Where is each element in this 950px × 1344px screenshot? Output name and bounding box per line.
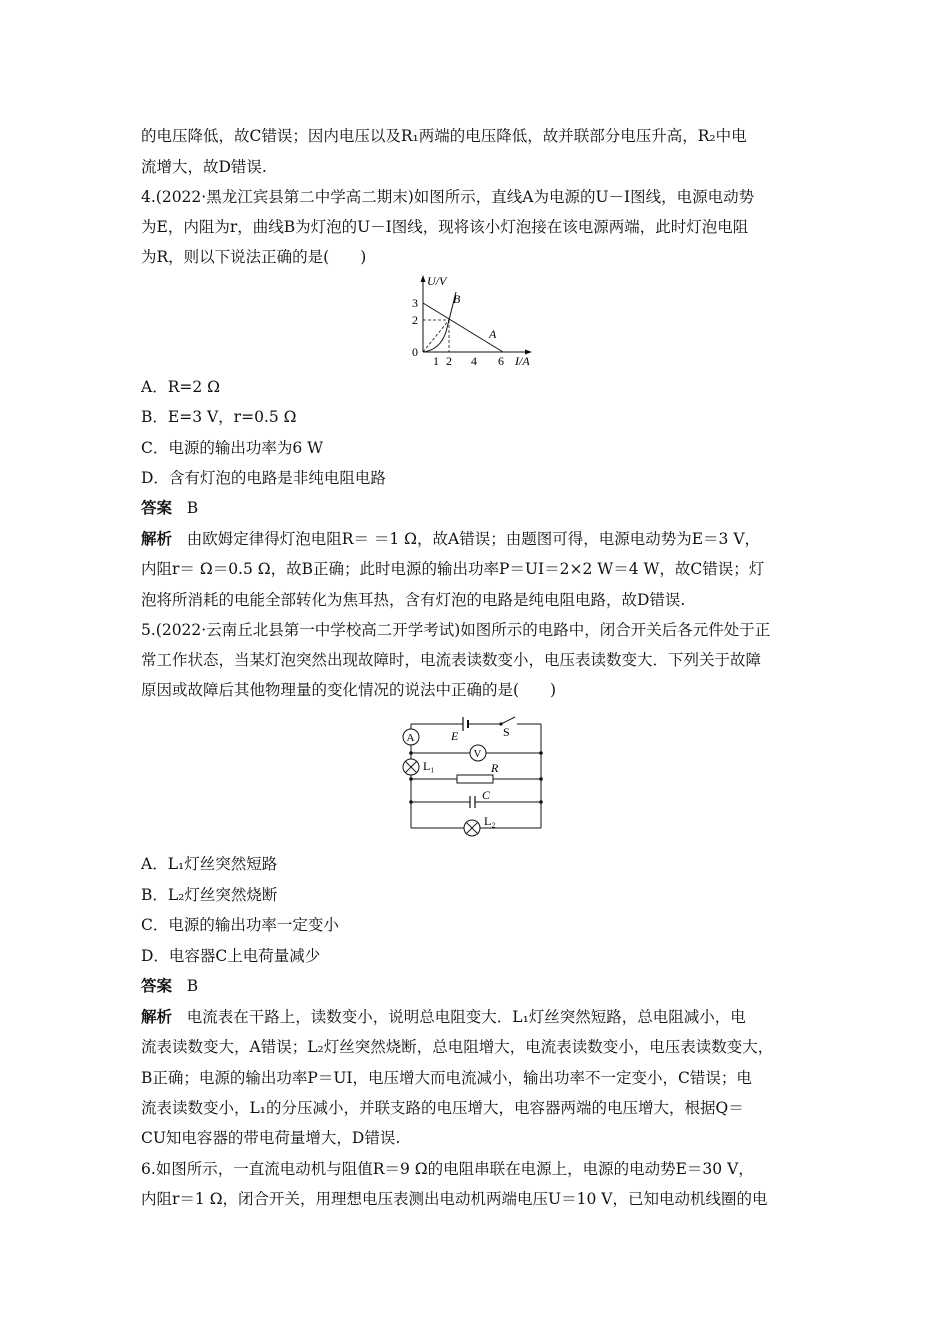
q6-stem-line-1: 6.如图所示，一直流电动机与阻值R＝9 Ω的电阻串联在电源上，电源的电动势E＝30 V， xyxy=(141,1160,754,1178)
switch-label: S xyxy=(503,725,510,739)
q4-answer xyxy=(141,498,198,518)
switch-blade xyxy=(501,717,515,724)
q5-analysis-line-4: 流表读数变小，L₁的分压减小，并联支路的电压增大，电容器两端的电压增大，根据Q＝ xyxy=(141,1099,744,1117)
analysis-label: 解析 xyxy=(141,529,173,548)
x-axis-label: I/A xyxy=(515,354,530,368)
q5-stem-line-3: 原因或故障后其他物理量的变化情况的说法中正确的是( ) xyxy=(141,681,557,699)
junction xyxy=(409,777,413,781)
x-tick-4: 4 xyxy=(471,354,477,368)
q5-analysis-line-2: 流表读数变大，A错误；L₂灯丝突然烧断，总电阻增大，电流表读数变小，电压表读数变大， xyxy=(141,1038,774,1056)
q5-circuit-diagram xyxy=(395,712,555,840)
q5-stem-line-2: 常工作状态，当某灯泡突然出现故障时，电流表读数变小，电压表读数变大．下列关于故障 xyxy=(141,651,762,669)
q5-analysis-line-5: CU知电容器的带电荷量增大，D错误. xyxy=(141,1129,401,1147)
junction xyxy=(539,800,543,804)
y-tick-2: 2 xyxy=(412,313,418,327)
q4-stem-line-1: 4.(2022·黑龙江宾县第二中学高二期末)如图所示，直线A为电源的U－I图线，电源电动势 xyxy=(141,188,755,206)
ammeter-label: A xyxy=(406,732,415,744)
resistor xyxy=(457,775,493,783)
y-axis-arrow xyxy=(421,275,426,282)
q5-stem-line-1: 5.(2022·云南丘北县第一中学校高二开学考试)如图所示的电路中，闭合开关后各元件处于正 xyxy=(141,621,771,639)
analysis-text: 由欧姆定律得灯泡电阻R＝ ＝1 Ω，故A错误；由题图可得，电源电动势为E＝3 V， xyxy=(186,530,761,548)
answer-value: B xyxy=(186,499,199,517)
prev-analysis-line-2: 流增大，故D错误. xyxy=(141,158,267,176)
q5-answer xyxy=(141,976,198,996)
q4-analysis-line-2: 内阻r＝ Ω＝0.5 Ω，故B正确；此时电源的输出功率P＝UI＝2×2 W＝4 W，故C错误；灯 xyxy=(141,560,765,578)
q4-stem-line-3: 为R，则以下说法正确的是( ) xyxy=(141,248,367,266)
y-tick-3: 3 xyxy=(412,296,418,310)
x-tick-1: 1 xyxy=(433,354,439,368)
q4-analysis-line-1 xyxy=(141,529,760,549)
q5-option-a: A．L₁灯丝突然短路 xyxy=(141,855,278,873)
analysis-text: 电流表在干路上，读数变小，说明总电阻变大．L₁灯丝突然短路，总电阻减小，电 xyxy=(186,1008,746,1026)
q4-ui-graph xyxy=(405,272,555,372)
q5-option-d: D．电容器C上电荷量减少 xyxy=(141,947,321,965)
answer-label: 答案 xyxy=(141,976,173,995)
junction xyxy=(539,777,543,781)
q5-option-b: B．L₂灯丝突然烧断 xyxy=(141,886,278,904)
q5-option-c: C．电源的输出功率一定变小 xyxy=(141,916,339,934)
junction xyxy=(409,751,413,755)
y-axis-label: U/V xyxy=(427,274,447,288)
label-b: B xyxy=(453,292,461,306)
origin-label: 0 xyxy=(412,345,418,359)
lamp-l1-label: L₁ xyxy=(423,759,435,773)
curve-b xyxy=(423,292,456,352)
q4-option-b: B．E=3 V，r=0.5 Ω xyxy=(141,408,297,426)
q4-stem-line-2: 为E，内阻为r，曲线B为灯泡的U－I图线，现将该小灯泡接在该电源两端，此时灯泡电阻 xyxy=(141,218,749,236)
q4-analysis-line-3: 泡将所消耗的电能全部转化为焦耳热，含有灯泡的电路是纯电阻电路，故D错误. xyxy=(141,591,686,609)
voltmeter-label: V xyxy=(473,748,482,760)
q5-analysis-line-3: B正确；电源的输出功率P＝UI，电压增大而电流减小，输出功率不一定变小，C错误；电 xyxy=(141,1069,752,1087)
q6-stem-line-2: 内阻r＝1 Ω，闭合开关，用理想电压表测出电动机两端电压U＝10 V，已知电动机线圈的电 xyxy=(141,1190,768,1208)
junction xyxy=(539,751,543,755)
resistor-label: R xyxy=(491,761,499,775)
prev-analysis-line-1: 的电压降低，故C错误；因内电压以及R₁两端的电压降低，故并联部分电压升高，R₂中电 xyxy=(141,127,747,145)
x-tick-6: 6 xyxy=(498,354,504,368)
q4-option-a: A．R=2 Ω xyxy=(141,378,220,396)
q5-analysis-line-1 xyxy=(141,1007,746,1027)
answer-value: B xyxy=(186,977,199,995)
answer-label: 答案 xyxy=(141,498,173,517)
q4-option-d: D．含有灯泡的电路是非纯电阻电路 xyxy=(141,469,386,487)
lamp-l2-label: L₂ xyxy=(484,814,496,828)
capacitor-label: C xyxy=(482,788,491,802)
source-label: E xyxy=(451,729,459,743)
junction xyxy=(409,800,413,804)
x-tick-2: 2 xyxy=(446,354,452,368)
q4-option-c: C．电源的输出功率为6 W xyxy=(141,439,324,457)
label-a: A xyxy=(489,327,497,341)
analysis-label: 解析 xyxy=(141,1007,173,1026)
